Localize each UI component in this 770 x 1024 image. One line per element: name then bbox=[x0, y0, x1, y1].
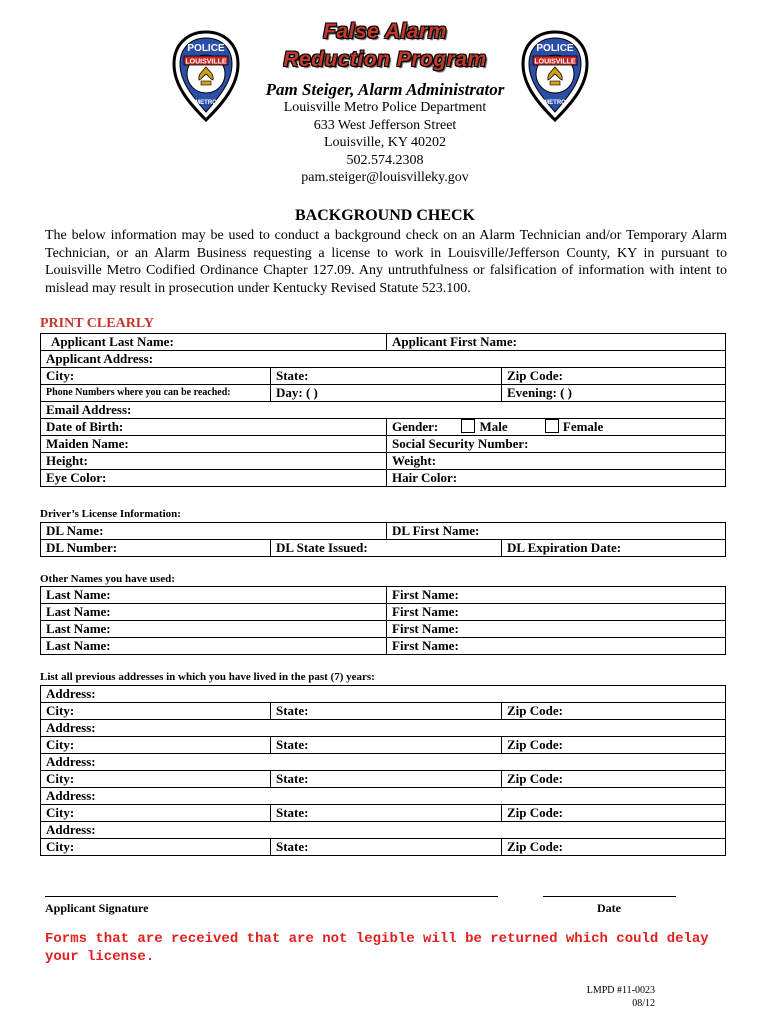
previous-city-field[interactable]: City: bbox=[41, 805, 271, 822]
email-line: pam.steiger@louisvilleky.gov bbox=[301, 170, 469, 186]
previous-zip-field[interactable]: Zip Code: bbox=[502, 805, 726, 822]
badge-right-center-text: LOUISVILLE bbox=[534, 58, 576, 66]
badge-left-center-text: LOUISVILLE bbox=[185, 58, 227, 66]
other-first-name-field[interactable]: First Name: bbox=[387, 638, 726, 655]
drivers-license-table bbox=[40, 522, 726, 557]
drivers-license-section-label: Driver’s License Information: bbox=[40, 508, 181, 520]
previous-zip-field[interactable]: Zip Code: bbox=[502, 703, 726, 720]
date-label: Date bbox=[597, 901, 621, 915]
badge-left-top-text: POLICE bbox=[187, 43, 225, 54]
previous-zip-field[interactable]: Zip Code: bbox=[502, 737, 726, 754]
other-first-name-field[interactable]: First Name: bbox=[387, 621, 726, 638]
badge-right-bottom-text: METRO bbox=[544, 100, 566, 106]
applicant-last-name-field[interactable]: Applicant Last Name: bbox=[41, 334, 387, 351]
dl-number-field[interactable]: DL Number: bbox=[41, 540, 271, 557]
other-first-name-field[interactable]: First Name: bbox=[387, 587, 726, 604]
gender-field bbox=[387, 419, 726, 436]
previous-city-field[interactable]: City: bbox=[41, 737, 271, 754]
email-address-field[interactable]: Email Address: bbox=[41, 402, 726, 419]
height-field[interactable]: Height: bbox=[41, 453, 387, 470]
other-names-section-label: Other Names you have used: bbox=[40, 573, 175, 585]
date-line[interactable] bbox=[543, 896, 676, 897]
gender-label: Gender: bbox=[392, 419, 439, 434]
day-phone-field[interactable]: Day: ( ) bbox=[271, 385, 502, 402]
address-line: 633 West Jefferson Street bbox=[313, 117, 457, 133]
male-label: Male bbox=[479, 419, 508, 434]
applicant-first-name-field[interactable]: Applicant First Name: bbox=[387, 334, 726, 351]
address-block bbox=[0, 99, 770, 187]
legibility-warning: Forms that are received that are not legible will be returned which could delay your license. bbox=[45, 931, 709, 965]
badge-left-bottom-text: METRO bbox=[195, 100, 217, 106]
previous-zip-field[interactable]: Zip Code: bbox=[502, 771, 726, 788]
phone-numbers-label: Phone Numbers where you can be reached: bbox=[41, 385, 271, 402]
female-checkbox[interactable] bbox=[545, 419, 559, 433]
badge-right-top-text: POLICE bbox=[536, 43, 574, 54]
applicant-signature-line[interactable] bbox=[45, 896, 498, 897]
previous-address-field[interactable]: Address: bbox=[41, 686, 726, 703]
male-checkbox[interactable] bbox=[461, 419, 475, 433]
female-label: Female bbox=[562, 419, 604, 434]
state-field[interactable]: State: bbox=[271, 368, 502, 385]
other-last-name-field[interactable]: Last Name: bbox=[41, 604, 387, 621]
form-revision: 08/12 bbox=[632, 998, 655, 1009]
other-last-name-field[interactable]: Last Name: bbox=[41, 638, 387, 655]
form-number: LMPD #11-0023 bbox=[586, 985, 655, 996]
dl-name-field[interactable]: DL Name: bbox=[41, 523, 387, 540]
previous-state-field[interactable]: State: bbox=[271, 805, 502, 822]
print-clearly-label: PRINT CLEARLY bbox=[40, 316, 154, 331]
dl-first-name-field[interactable]: DL First Name: bbox=[387, 523, 726, 540]
dl-expiration-date-field[interactable]: DL Expiration Date: bbox=[502, 540, 726, 557]
hair-color-field[interactable]: Hair Color: bbox=[387, 470, 726, 487]
applicant-signature-label: Applicant Signature bbox=[45, 901, 149, 915]
phone-line: 502.574.2308 bbox=[346, 152, 424, 168]
previous-state-field[interactable]: State: bbox=[271, 771, 502, 788]
previous-city-field[interactable]: City: bbox=[41, 703, 271, 720]
city-field[interactable]: City: bbox=[41, 368, 271, 385]
other-names-table bbox=[40, 586, 726, 655]
previous-state-field[interactable]: State: bbox=[271, 839, 502, 856]
previous-addresses-section-label: List all previous addresses in which you have lived in the past (7) years: bbox=[40, 671, 375, 683]
other-last-name-field[interactable]: Last Name: bbox=[41, 621, 387, 638]
address-line: Louisville, KY 40202 bbox=[324, 135, 446, 151]
intro-paragraph: The below information may be used to conduct a background check on an Alarm Technician and/or Temporary Alarm Technician, or an Alarm Business requesting a license to work in Louisville/Jefferson County, KY in pursuant to Louisville Metro Codified Ordinance Chapter 127.09. Any untruthfulness or falsification of information with intent to mislead may result in prosecution under Kentucky Revised Statute 523.100. bbox=[45, 228, 727, 296]
previous-city-field[interactable]: City: bbox=[41, 771, 271, 788]
zip-field[interactable]: Zip Code: bbox=[502, 368, 726, 385]
evening-phone-field[interactable]: Evening: ( ) bbox=[502, 385, 726, 402]
address-line: Louisville Metro Police Department bbox=[283, 100, 487, 115]
other-last-name-field[interactable]: Last Name: bbox=[41, 587, 387, 604]
other-first-name-field[interactable]: First Name: bbox=[387, 604, 726, 621]
date-of-birth-field[interactable]: Date of Birth: bbox=[41, 419, 387, 436]
program-title-line2: Reduction Program bbox=[283, 48, 487, 71]
administrator-name: Pam Steiger, Alarm Administrator bbox=[265, 80, 505, 99]
previous-zip-field[interactable]: Zip Code: bbox=[502, 839, 726, 856]
ssn-field[interactable]: Social Security Number: bbox=[387, 436, 726, 453]
applicant-table bbox=[40, 333, 726, 487]
previous-address-field[interactable]: Address: bbox=[41, 754, 726, 771]
form-footer bbox=[587, 984, 655, 1010]
maiden-name-field[interactable]: Maiden Name: bbox=[41, 436, 387, 453]
previous-state-field[interactable]: State: bbox=[271, 737, 502, 754]
previous-address-field[interactable]: Address: bbox=[41, 822, 726, 839]
previous-address-field[interactable]: Address: bbox=[41, 788, 726, 805]
eye-color-field[interactable]: Eye Color: bbox=[41, 470, 387, 487]
form-title: BACKGROUND CHECK bbox=[294, 207, 475, 224]
applicant-address-field[interactable]: Applicant Address: bbox=[41, 351, 726, 368]
previous-addresses-table bbox=[40, 685, 726, 856]
weight-field[interactable]: Weight: bbox=[387, 453, 726, 470]
previous-city-field[interactable]: City: bbox=[41, 839, 271, 856]
dl-state-issued-field[interactable]: DL State Issued: bbox=[271, 540, 502, 557]
previous-address-field[interactable]: Address: bbox=[41, 720, 726, 737]
previous-state-field[interactable]: State: bbox=[271, 703, 502, 720]
program-title-line1: False Alarm bbox=[323, 20, 447, 43]
